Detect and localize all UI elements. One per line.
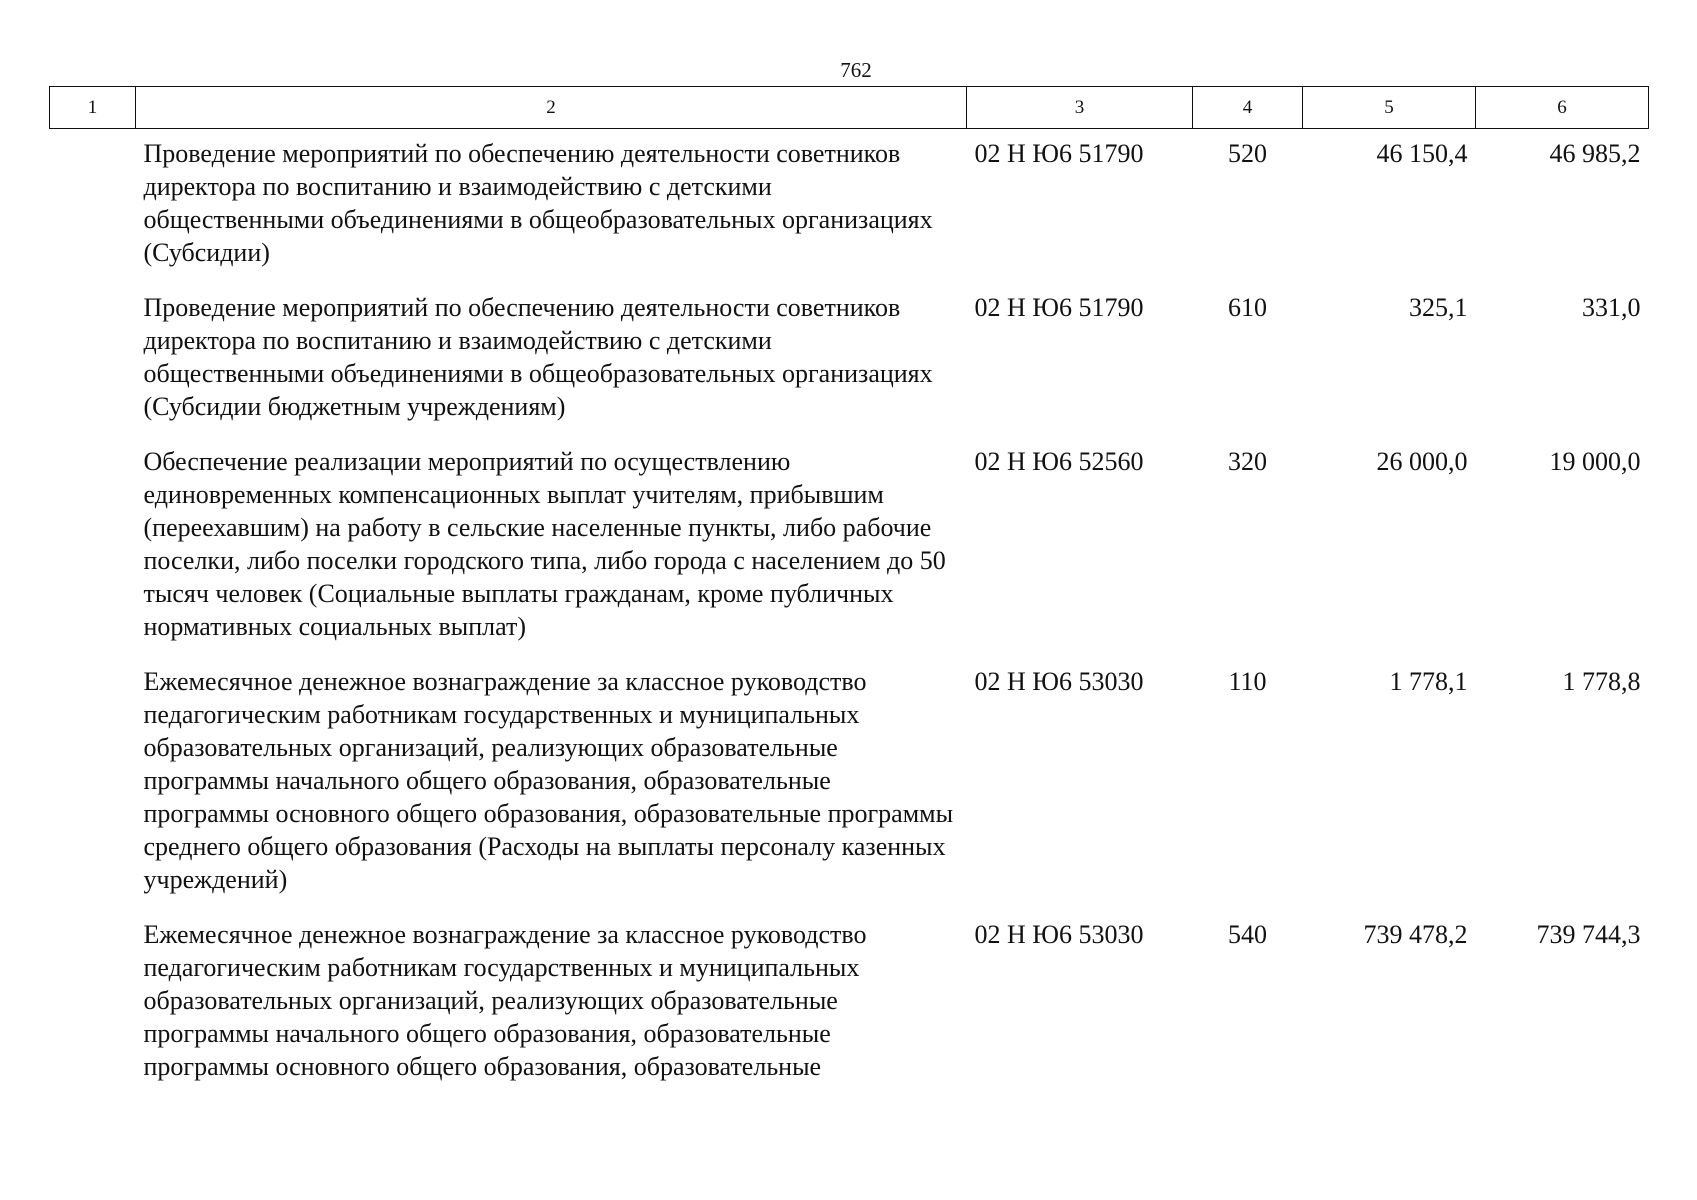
expense-name: Ежемесячное денежное вознаграждение за классное руководство педагогическим работникам государственных и муниципальных образовательных организаций, реализующих образовательные программы начального общего образования, образовательные программы основного общего образования, образовательные: [143, 920, 867, 1081]
expense-name: Проведение мероприятий по обеспечению деятельности советников директора по воспитанию и взаимодействию с детскими общественными объединениями в общеобразовательных организациях (Субсидии): [143, 139, 933, 267]
column-header-6: 6: [1476, 87, 1649, 129]
column-header-3: 3: [967, 87, 1193, 129]
target-code: 02 Н Ю6 53030: [974, 667, 1144, 696]
amount-year-1: 26 000,0: [1376, 447, 1468, 476]
column-header-5: 5: [1303, 87, 1476, 129]
table-row: [50, 129, 1649, 284]
target-code: 02 Н Ю6 51790: [974, 139, 1144, 168]
column-header-4: 4: [1193, 87, 1303, 129]
budget-table: [49, 86, 1649, 1097]
row-index-cell: [50, 129, 136, 284]
table-row: [50, 657, 1649, 910]
amount-year-2: 739 744,3: [1536, 920, 1641, 949]
row-index-cell: [50, 437, 136, 657]
target-code: 02 Н Ю6 51790: [974, 293, 1144, 322]
expense-name: Обеспечение реализации мероприятий по осуществлению единовременных компенсационных выплат учителям, прибывшим (переехавшим) на работу в сельские населенные пункты, либо рабочие поселки, либо поселки городского типа, либо города с населением до 50 тысяч человек (Социальные выплаты гражданам, кроме публичных нормативных социальных выплат): [143, 447, 946, 641]
header-row: [50, 87, 1649, 129]
target-code: 02 Н Ю6 53030: [974, 920, 1144, 949]
table-row: [50, 910, 1649, 1097]
table-body: [50, 129, 1649, 1098]
row-index-cell: [50, 283, 136, 437]
table-row: [50, 437, 1649, 657]
amount-year-2: 19 000,0: [1549, 447, 1641, 476]
amount-year-2: 331,0: [1582, 293, 1641, 322]
amount-year-1: 1 778,1: [1389, 667, 1468, 696]
page-number: 762: [840, 58, 872, 82]
amount-year-2: 1 778,8: [1562, 667, 1641, 696]
table-row: [50, 283, 1649, 437]
table-header: [50, 87, 1649, 129]
expense-name: Проведение мероприятий по обеспечению деятельности советников директора по воспитанию и взаимодействию с детскими общественными объединениями в общеобразовательных организациях (Субсидии бюджетным учреждениям): [143, 293, 933, 421]
row-index-cell: [50, 910, 136, 1097]
amount-year-2: 46 985,2: [1549, 139, 1641, 168]
column-header-2: 2: [136, 87, 967, 129]
expense-type-code: 320: [1228, 447, 1267, 476]
target-code: 02 Н Ю6 52560: [974, 447, 1144, 476]
expense-type-code: 610: [1228, 293, 1267, 322]
amount-year-1: 325,1: [1409, 293, 1468, 322]
expense-type-code: 110: [1228, 667, 1267, 696]
expense-name: Ежемесячное денежное вознаграждение за классное руководство педагогическим работникам государственных и муниципальных образовательных организаций, реализующих образовательные программы начального общего образования, образовательные программы основного общего образования, образовательные программы среднего общего образования (Расходы на выплаты персоналу казенных учреждений): [143, 667, 954, 894]
amount-year-1: 46 150,4: [1376, 139, 1468, 168]
amount-year-1: 739 478,2: [1363, 920, 1468, 949]
expense-type-code: 540: [1228, 920, 1267, 949]
column-header-1: 1: [50, 87, 136, 129]
expense-type-code: 520: [1228, 139, 1267, 168]
row-index-cell: [50, 657, 136, 910]
